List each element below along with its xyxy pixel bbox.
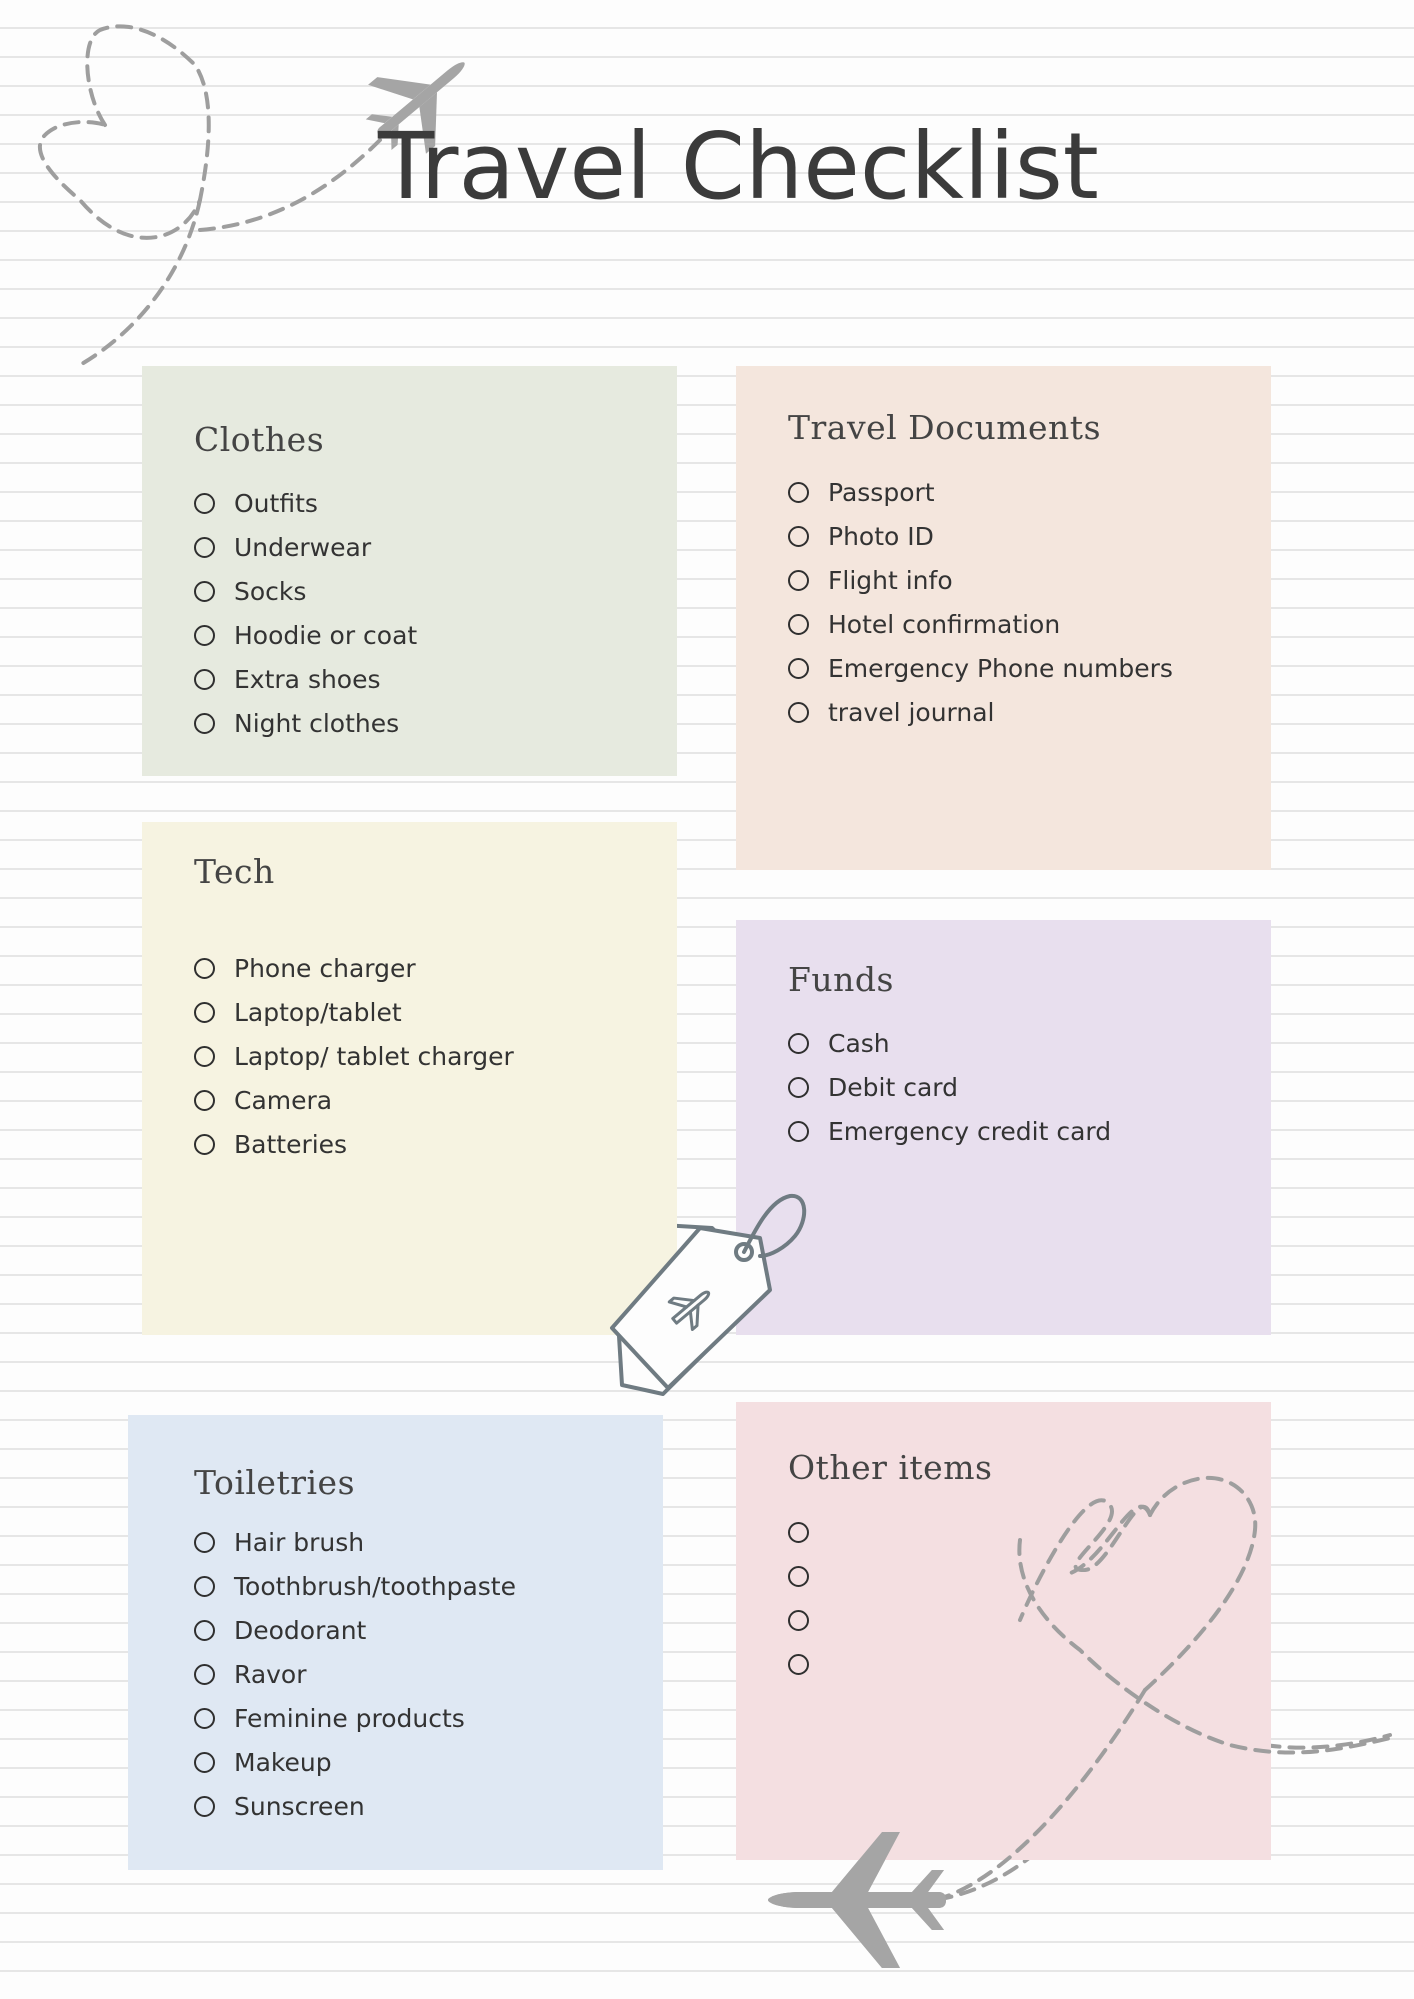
checkbox[interactable] bbox=[788, 702, 809, 723]
checklist-item[interactable]: Feminine products bbox=[194, 1703, 465, 1733]
checklist-item[interactable]: Emergency credit card bbox=[788, 1116, 1111, 1146]
checkbox[interactable] bbox=[194, 1752, 215, 1773]
checklist-item[interactable]: Makeup bbox=[194, 1747, 332, 1777]
checklist-item[interactable]: Laptop/ tablet charger bbox=[194, 1041, 514, 1071]
toiletries-card bbox=[128, 1415, 663, 1870]
card-title: Funds bbox=[788, 960, 894, 999]
checklist-item[interactable]: Flight info bbox=[788, 565, 953, 595]
card-title: Clothes bbox=[194, 420, 325, 459]
checkbox[interactable] bbox=[788, 526, 809, 547]
checkbox[interactable] bbox=[194, 1134, 215, 1155]
checkbox[interactable] bbox=[194, 669, 215, 690]
card-title: Travel Documents bbox=[788, 408, 1102, 447]
checkbox[interactable] bbox=[194, 958, 215, 979]
checklist-item[interactable] bbox=[788, 1517, 828, 1547]
card-title: Tech bbox=[194, 852, 275, 891]
checklist-item[interactable]: Phone charger bbox=[194, 953, 416, 983]
checkbox[interactable] bbox=[788, 1522, 809, 1543]
checklist-item[interactable]: Batteries bbox=[194, 1129, 347, 1159]
checkbox[interactable] bbox=[194, 1664, 215, 1685]
heart-trail-icon bbox=[40, 26, 380, 365]
checklist-item[interactable]: Hoodie or coat bbox=[194, 620, 417, 650]
checkbox[interactable] bbox=[194, 713, 215, 734]
checkbox[interactable] bbox=[194, 1532, 215, 1553]
card-title: Other items bbox=[788, 1448, 993, 1487]
checkbox[interactable] bbox=[194, 1796, 215, 1817]
checklist-item[interactable]: Sunscreen bbox=[194, 1791, 365, 1821]
checkbox[interactable] bbox=[194, 1620, 215, 1641]
checklist-item[interactable]: Extra shoes bbox=[194, 664, 381, 694]
checklist-item[interactable]: travel journal bbox=[788, 697, 995, 727]
checkbox[interactable] bbox=[788, 1610, 809, 1631]
checklist-item[interactable]: Emergency Phone numbers bbox=[788, 653, 1173, 683]
checklist-item[interactable]: Cash bbox=[788, 1028, 890, 1058]
checkbox[interactable] bbox=[788, 1654, 809, 1675]
checklist-item[interactable] bbox=[788, 1649, 828, 1679]
checklist-item[interactable]: Ravor bbox=[194, 1659, 307, 1689]
checkbox[interactable] bbox=[194, 625, 215, 646]
checklist-item[interactable]: Passport bbox=[788, 477, 935, 507]
checkbox[interactable] bbox=[194, 1708, 215, 1729]
checklist-item[interactable]: Laptop/tablet bbox=[194, 997, 402, 1027]
checklist-item[interactable]: Night clothes bbox=[194, 708, 399, 738]
checkbox[interactable] bbox=[194, 1002, 215, 1023]
checkbox[interactable] bbox=[194, 1576, 215, 1597]
checklist-item[interactable]: Hair brush bbox=[194, 1527, 364, 1557]
funds-card bbox=[736, 920, 1271, 1335]
checklist-item[interactable]: Hotel confirmation bbox=[788, 609, 1060, 639]
checklist-item[interactable]: Outfits bbox=[194, 488, 318, 518]
checkbox[interactable] bbox=[194, 493, 215, 514]
card-title: Toiletries bbox=[194, 1463, 356, 1502]
checkbox[interactable] bbox=[788, 1121, 809, 1142]
checkbox[interactable] bbox=[788, 570, 809, 591]
documents-card bbox=[736, 366, 1271, 870]
checkbox[interactable] bbox=[788, 482, 809, 503]
checkbox[interactable] bbox=[194, 537, 215, 558]
checkbox[interactable] bbox=[788, 1077, 809, 1098]
checklist-item[interactable]: Camera bbox=[194, 1085, 332, 1115]
checkbox[interactable] bbox=[194, 1090, 215, 1111]
other-items-card bbox=[736, 1402, 1271, 1860]
checkbox[interactable] bbox=[194, 581, 215, 602]
checkbox[interactable] bbox=[788, 614, 809, 635]
checklist-item[interactable]: Toothbrush/toothpaste bbox=[194, 1571, 516, 1601]
page-title: Travel Checklist bbox=[378, 113, 1099, 220]
checkbox[interactable] bbox=[788, 1033, 809, 1054]
checklist-item[interactable]: Deodorant bbox=[194, 1615, 366, 1645]
checklist-item[interactable] bbox=[788, 1561, 828, 1591]
checkbox[interactable] bbox=[788, 1566, 809, 1587]
checkbox[interactable] bbox=[194, 1046, 215, 1067]
checklist-item[interactable]: Photo ID bbox=[788, 521, 934, 551]
checklist-item[interactable]: Underwear bbox=[194, 532, 371, 562]
tech-card bbox=[142, 822, 677, 1335]
checkbox[interactable] bbox=[788, 658, 809, 679]
checklist-item[interactable]: Debit card bbox=[788, 1072, 958, 1102]
clothes-card bbox=[142, 366, 677, 776]
checklist-item[interactable]: Socks bbox=[194, 576, 306, 606]
checklist-item[interactable] bbox=[788, 1605, 828, 1635]
